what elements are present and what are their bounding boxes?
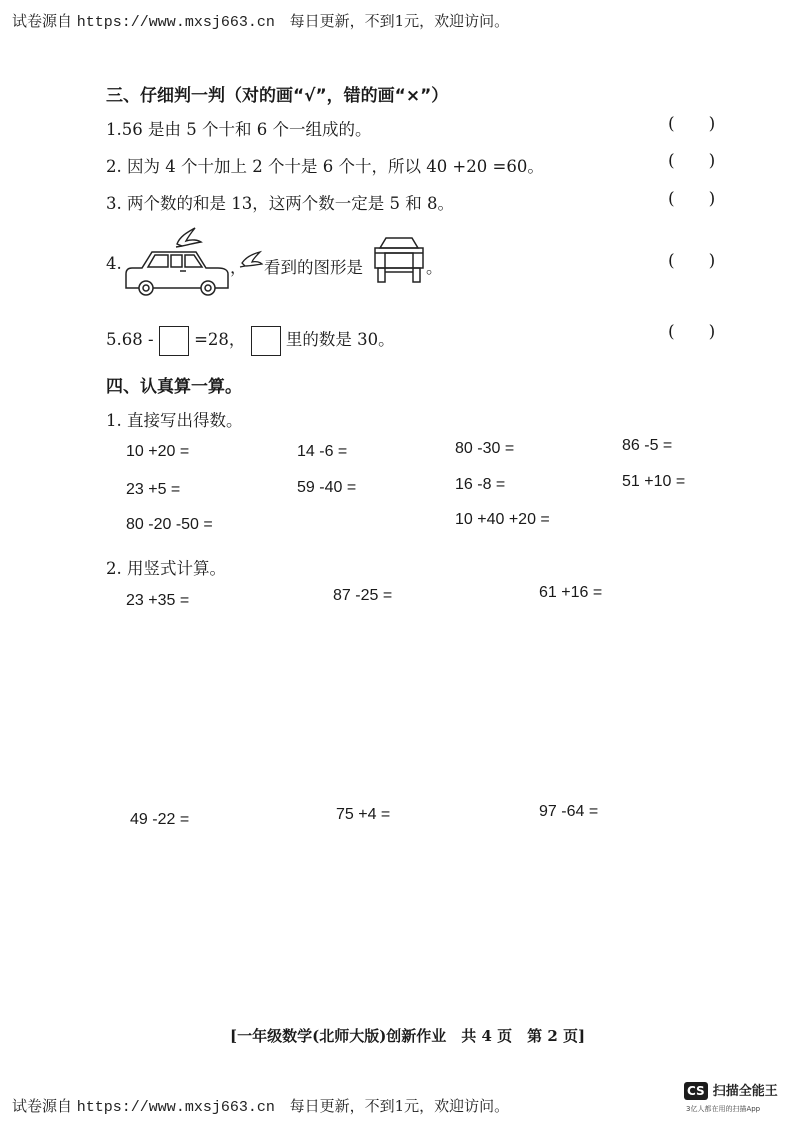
section3-title: 三、仔细判一判（对的画“√”，错的画“×”） bbox=[106, 86, 449, 106]
question-3: 3. 两个数的和是 13，这两个数一定是 5 和 8。 bbox=[106, 194, 454, 213]
blank-box-1[interactable] bbox=[159, 326, 189, 356]
logo-tagline: 3亿人都在用的扫描App bbox=[686, 1105, 761, 1113]
answer-paren-1[interactable]: ( ) bbox=[668, 114, 716, 134]
question-5-part-a: 5.68 - bbox=[106, 330, 154, 349]
direct-calc-5: 23 +5 = bbox=[126, 481, 181, 498]
answer-paren-2[interactable]: ( ) bbox=[668, 151, 716, 171]
bottom-banner bbox=[12, 1095, 509, 1116]
question-4-number: 4. bbox=[106, 254, 122, 273]
direct-calc-1: 10 +20 = bbox=[126, 443, 190, 460]
question-4-period: 。 bbox=[426, 258, 443, 277]
answer-paren-5[interactable]: ( ) bbox=[668, 322, 716, 342]
banner-prefix: 试卷源自 bbox=[12, 12, 73, 30]
cs-badge-icon: CS bbox=[684, 1082, 708, 1100]
vertical-calc-1: 23 +35 = bbox=[126, 592, 190, 609]
car-with-bird-figure bbox=[122, 222, 232, 300]
banner-prefix: 试卷源自 bbox=[12, 1097, 73, 1115]
car-icon bbox=[126, 252, 228, 295]
bird-icon bbox=[176, 228, 201, 247]
vertical-calc-2: 87 -25 = bbox=[333, 587, 393, 604]
banner-url[interactable]: https://www.mxsj663.cn bbox=[76, 14, 275, 31]
vertical-calc-6: 97 -64 = bbox=[539, 803, 599, 820]
question-5-part-b: =28， bbox=[194, 330, 246, 349]
direct-calc-8: 51 +10 = bbox=[622, 473, 686, 490]
banner-suffix: 每日更新，不到1元，欢迎访问。 bbox=[289, 1097, 510, 1115]
banner-url[interactable]: https://www.mxsj663.cn bbox=[76, 1099, 275, 1116]
answer-paren-4[interactable]: ( ) bbox=[668, 251, 716, 271]
small-bird-icon bbox=[238, 249, 264, 271]
car-top-view-figure bbox=[372, 236, 426, 286]
question-4-comma: ， bbox=[230, 258, 247, 277]
question-5 bbox=[106, 324, 395, 356]
question-4-text: 看到的图形是 bbox=[264, 258, 363, 277]
direct-calc-10: 10 +40 +20 = bbox=[455, 511, 550, 528]
direct-calc-7: 16 -8 = bbox=[455, 476, 506, 493]
direct-calc-4: 86 -5 = bbox=[622, 437, 673, 454]
question-1: 1.56 是由 5 个十和 6 个一组成的。 bbox=[106, 120, 372, 139]
direct-calc-3: 80 -30 = bbox=[455, 440, 515, 457]
direct-calc-9: 80 -20 -50 = bbox=[126, 516, 213, 533]
section4-sub2: 2. 用竖式计算。 bbox=[106, 559, 226, 578]
vertical-calc-3: 61 +16 = bbox=[539, 584, 603, 601]
section4-sub1: 1. 直接写出得数。 bbox=[106, 411, 243, 430]
scanner-logo bbox=[684, 1080, 778, 1099]
logo-name: 扫描全能王 bbox=[712, 1084, 778, 1099]
blank-box-2[interactable] bbox=[251, 326, 281, 356]
section4-title: 四、认真算一算。 bbox=[106, 377, 242, 397]
direct-calc-2: 14 -6 = bbox=[297, 443, 348, 460]
page-footer: [一年级数学(北师大版)创新作业 共 4 页 第 2 页] bbox=[230, 1027, 586, 1045]
vertical-calc-5: 75 +4 = bbox=[336, 806, 391, 823]
question-2: 2. 因为 4 个十加上 2 个十是 6 个十，所以 40 +20 =60。 bbox=[106, 157, 544, 176]
vertical-calc-4: 49 -22 = bbox=[130, 811, 190, 828]
banner-suffix: 每日更新，不到1元，欢迎访问。 bbox=[289, 12, 510, 30]
direct-calc-6: 59 -40 = bbox=[297, 479, 357, 496]
question-5-part-c: 里的数是 30。 bbox=[285, 330, 395, 349]
top-banner bbox=[12, 10, 509, 31]
answer-paren-3[interactable]: ( ) bbox=[668, 189, 716, 209]
